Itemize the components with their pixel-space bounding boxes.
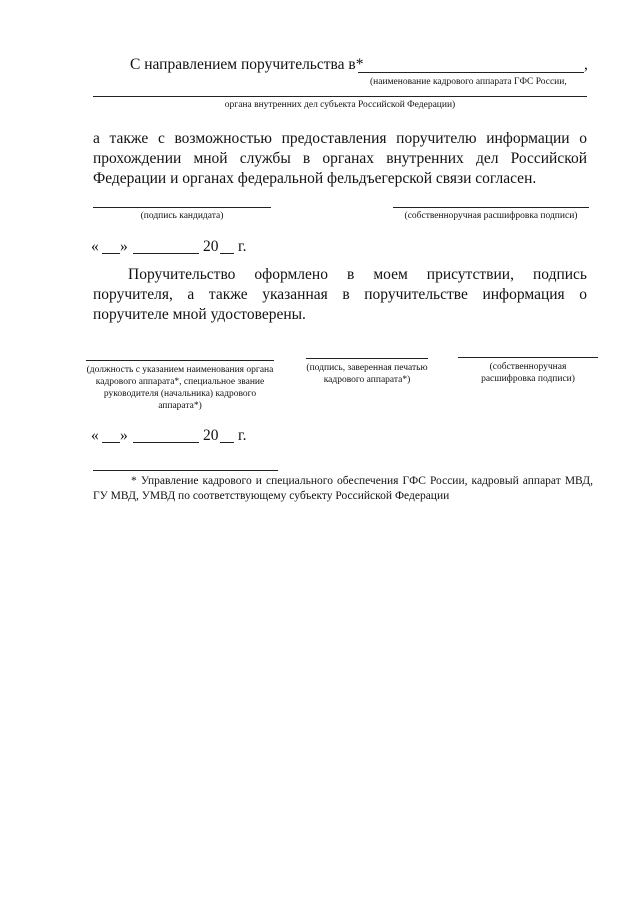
- candidate-signature-line: [93, 207, 271, 208]
- candidate-decoding-line: [393, 207, 589, 208]
- candidate-decoding-caption: (собственноручная расшифровка подписи): [404, 211, 578, 221]
- header-blank-line: [358, 72, 584, 73]
- official-position-caption: (должность с указанием наименования органа кадрового аппарата*, специальное звание руководителя (начальника) кадрового аппарата*): [86, 365, 274, 411]
- date-1-month-blank: [133, 253, 199, 254]
- official-position-line: [86, 360, 274, 361]
- official-decoding-caption: (собственноручная расшифровка подписи): [481, 362, 575, 384]
- date-1-close-quote: »: [120, 238, 128, 255]
- date-1-year-prefix: 20: [203, 238, 219, 255]
- date-1-year-blank: [220, 253, 234, 254]
- footnote-separator: [93, 470, 278, 471]
- official-seal-caption: (подпись, заверенная печатью кадрового аппарата*): [306, 363, 428, 385]
- header-second-line: [93, 96, 587, 97]
- date-2-day-blank: [102, 442, 120, 443]
- date-2-year-blank: [220, 442, 234, 443]
- header-lead-text: С направлением поручительства в*: [130, 56, 364, 73]
- date-1-open-quote: «: [91, 238, 99, 255]
- candidate-signature-caption: (подпись кандидата): [140, 211, 224, 221]
- header-caption-2: органа внутренних дел субъекта Российской Федерации): [224, 100, 456, 110]
- date-2-month-blank: [133, 442, 199, 443]
- official-seal-line: [306, 358, 428, 359]
- date-1-year-suffix: г.: [238, 238, 247, 255]
- consent-paragraph: а также с возможностью предоставления поручителю информации о прохождении мной службы в органах внутренних дел Российской Федерации и органах федеральной фельдъегерской связи согласен.: [93, 130, 587, 187]
- date-2-open-quote: «: [91, 427, 99, 444]
- header-caption-1: (наименование кадрового аппарата ГФС России,: [370, 77, 567, 87]
- header-comma: ,: [584, 56, 588, 73]
- date-2-close-quote: »: [120, 427, 128, 444]
- date-2-year-prefix: 20: [203, 427, 219, 444]
- date-1-day-blank: [102, 253, 120, 254]
- certification-paragraph: Поручительство оформлено в моем присутствии, подпись поручителя, а также указанная в поручительстве информация о поручителе мной удостоверены.: [93, 266, 587, 323]
- footnote-text: * Управление кадрового и специального обеспечения ГФС России, кадровый аппарат МВД, ГУ МВД, УМВД по соответствующему субъекту Российской Федерации: [93, 475, 593, 502]
- date-2-year-suffix: г.: [238, 427, 247, 444]
- official-decoding-line: [458, 357, 598, 358]
